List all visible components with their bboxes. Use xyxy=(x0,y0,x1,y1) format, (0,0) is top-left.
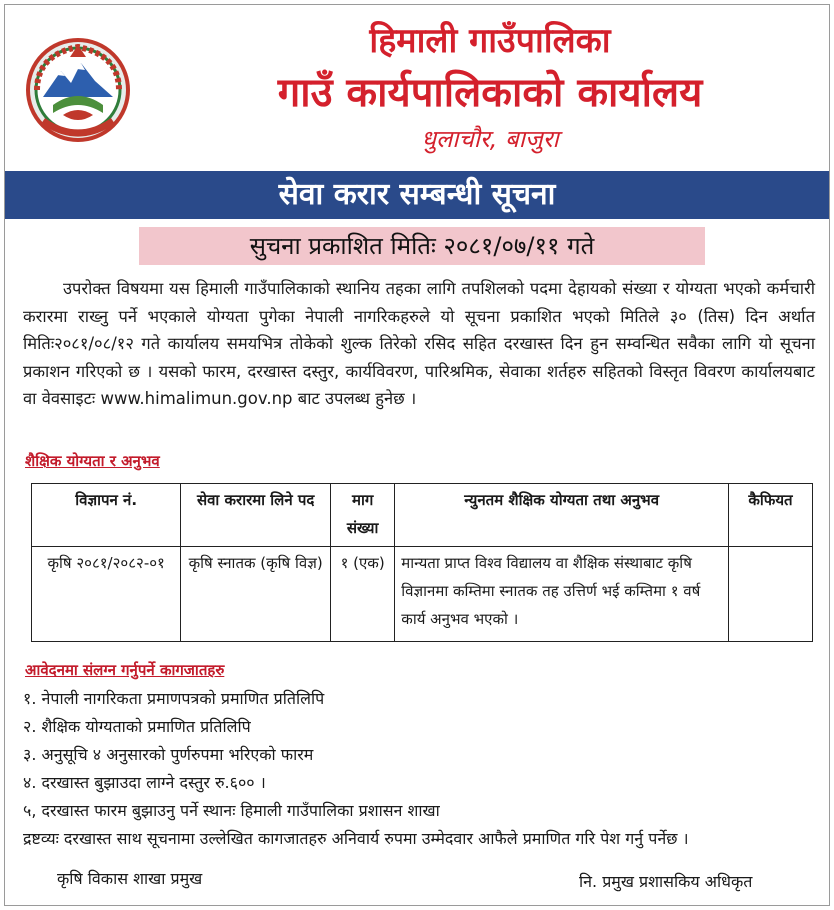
list-item: २. शैक्षिक योग्यताको प्रमाणित प्रतिलिपि xyxy=(23,717,251,736)
list-item: ४. दरखास्त बुझाउदा लाग्ने दस्तुर रु.६०० । xyxy=(23,773,266,792)
nepal-emblem-icon xyxy=(23,35,133,145)
cell-qualification: मान्यता प्राप्त विश्व विद्यालय वा शैक्षिक संस्थाबाट कृषि विज्ञानमा कम्तिमा स्नातक तह उत्तिर्ण भई कम्तिमा १ वर्ष कार्य अनुभव भएको । xyxy=(395,547,729,642)
office-address: धुलाचौर, बाजुरा xyxy=(421,125,559,153)
note-item: द्रष्टव्यः दरखास्त साथ सूचनामा उल्लेखित कागजातहरु अनिवार्य रुपमा उम्मेदवार आफैले प्रमाणित गरि पेश गर्नु पर्नेछ । xyxy=(23,829,689,848)
publication-date: सुचना प्रकाशित मितिः २०८१/०७/११ गते xyxy=(139,227,705,265)
office-title: गाउँ कार्यपालिकाको कार्यालय xyxy=(277,70,703,116)
table-row xyxy=(32,547,813,642)
col-header-ad-number: विज्ञापन नं. xyxy=(32,484,181,547)
table-header-row xyxy=(32,484,813,547)
cell-remarks xyxy=(729,547,813,642)
col-header-position: सेवा करारमा लिने पद xyxy=(181,484,331,547)
col-header-remarks: कैफियत xyxy=(729,484,813,547)
cell-ad-number: कृषि २०८१/२०८२-०१ xyxy=(32,547,181,642)
documents-list xyxy=(23,685,823,853)
notice-page xyxy=(4,4,830,906)
list-item: १. नेपाली नागरिकता प्रमाणपत्रको प्रमाणित प्रतिलिपि xyxy=(23,689,325,708)
office-name: हिमाली गाउँपालिका xyxy=(369,21,611,61)
col-header-quantity: माग संख्या xyxy=(330,484,394,547)
section-documents-title: आवेदनमा संलग्न गर्नुपर्ने कागजातहरु xyxy=(25,661,225,679)
signatory-right: नि. प्रमुख प्रशासकिय अधिकृत xyxy=(579,872,753,891)
cell-position: कृषि स्नातक (कृषि विज्ञ) xyxy=(181,547,331,642)
list-item: ३. अनुसूचि ४ अनुसारको पुर्णरुपमा भरिएको फारम xyxy=(23,745,314,764)
list-item: ५, दरखास्त फारम बुझाउनु पर्ने स्थानः हिमाली गाउँपालिका प्रशासन शाखा xyxy=(23,801,440,820)
signatory-left: कृषि विकास शाखा प्रमुख xyxy=(57,869,203,888)
vacancy-table xyxy=(31,483,813,642)
col-header-qualification: न्युनतम शैक्षिक योग्यता तथा अनुभव xyxy=(395,484,729,547)
intro-paragraph xyxy=(23,275,815,413)
notice-title-banner: सेवा करार सम्बन्धी सूचना xyxy=(5,171,829,219)
cell-quantity: १ (एक) xyxy=(330,547,394,642)
header xyxy=(5,5,829,169)
section-qualification-title: शैक्षिक योग्यता र अनुभव xyxy=(25,452,160,470)
intro-text: उपरोक्त विषयमा यस हिमाली गाउँपालिकाको स्थानिय तहका लागि तपशिलको पदमा देहायको संख्या र योग्यता भएको कर्मचारी करारमा राख्नु पर्ने भएकाले योग्यता पुगेका नेपाली नागरिकहरुले यो सूचना प्रकाशित भएको मितिले ३० (तिस) दिन अर्थात मितिः२०८१/०८/१२ गते कार्यालय समयभित्र तोकेको शुल्क तिरेको रसिद सहित दरखास्त दिन हुन सम्वन्धित सवैका लागि यो सूचना प्रकाशन गरिएको छ । यसको फारम, दरखास्त दस्तुर, कार्यविवरण, पारिश्रमिक, सेवाका शर्तहरु सहितको विस्तृत विवरण कार्यालयबाट वा वेवसाइटः www.himalimun.gov.np बाट उपलब्ध हुनेछ । xyxy=(23,279,815,408)
